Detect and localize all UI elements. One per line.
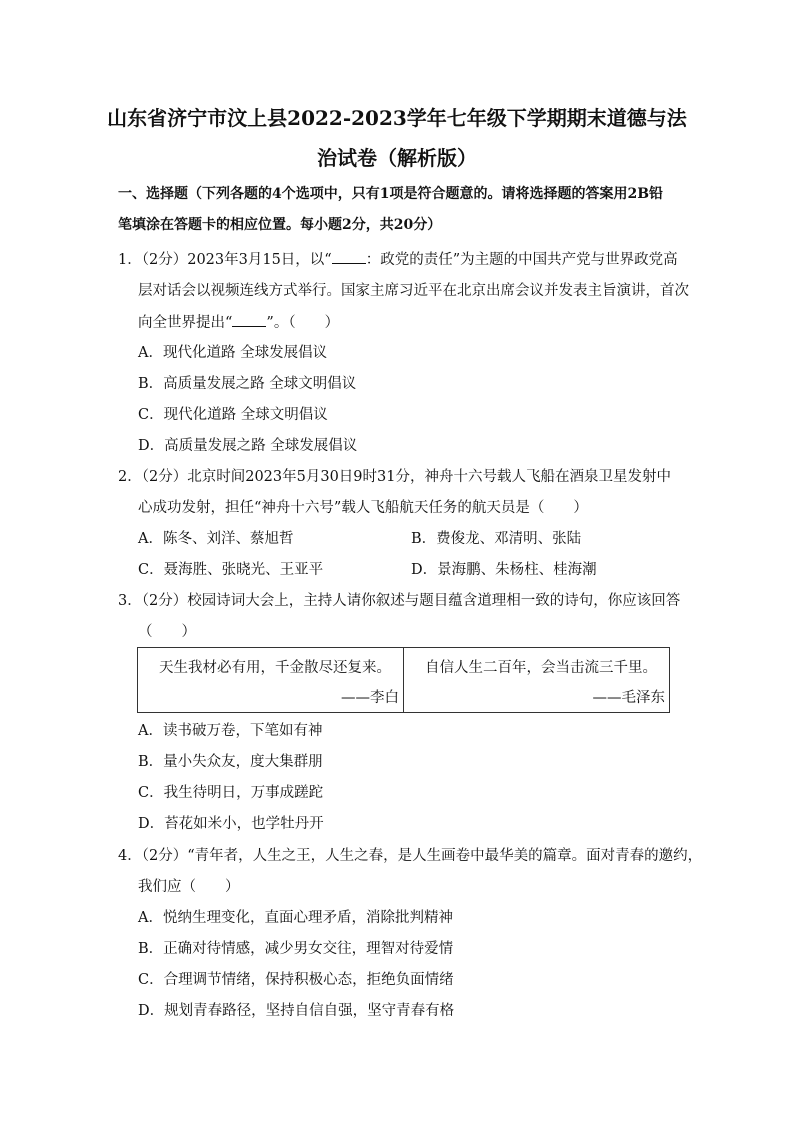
question-text-line: （ ） — [138, 624, 196, 640]
option-c[interactable]: C．聂海胜、张晓光、王亚平 — [138, 562, 324, 578]
poem-verse: 天生我材必有用，千金散尽还复来。 — [159, 660, 391, 676]
question-3 — [118, 591, 680, 611]
option-a[interactable]: A．现代化道路 全球发展倡议 — [138, 345, 328, 361]
poem-verse: 自信人生二百年，会当击流三千里。 — [425, 660, 657, 676]
question-text: 校园诗词大会上，主持人请你叙述与题目蕴含道理相一致的诗句，你应该回答 — [187, 593, 681, 609]
question-1 — [118, 249, 678, 270]
question-text: 北京时间2023年5月30日9时31分，神舟十六号载人飞船在酒泉卫星发射中 — [187, 469, 671, 485]
question-text-line: 我们应（ ） — [138, 879, 240, 895]
exam-title-line-2: 治试卷（解析版） — [317, 146, 477, 170]
option-b[interactable]: B．正确对待情感，减少男女交往，理智对待爱情 — [138, 941, 454, 957]
question-4 — [118, 846, 702, 866]
question-text: 向全世界提出“ — [138, 315, 233, 331]
question-score: （2分） — [141, 593, 188, 609]
question-score: （2分） — [141, 252, 188, 268]
question-number: 2． — [118, 469, 142, 485]
option-b[interactable]: B．费俊龙、邓清明、张陆 — [411, 531, 582, 547]
answer-blank — [232, 312, 266, 327]
question-text: ：政党的责任”为主题的中国共产党与世界政党高 — [365, 252, 678, 268]
option-a[interactable]: A．读书破万卷，下笔如有神 — [138, 723, 323, 739]
option-c[interactable]: C．合理调节情绪，保持积极心态，拒绝负面情绪 — [138, 972, 454, 988]
question-text-line — [138, 312, 339, 333]
poem-table — [137, 647, 670, 713]
section-heading-line-2: 笔填涂在答题卡的相应位置。每小题2分，共20分） — [118, 217, 442, 233]
question-number: 4． — [118, 848, 142, 864]
section-heading-line-1: 一、选择题（下列各题的4个选项中，只有1项是符合题意的。请将选择题的答案用2B铅 — [118, 186, 664, 202]
question-text-line: 层对话会以视频连线方式举行。国家主席习近平在北京出席会议并发表主旨演讲，首次 — [138, 283, 689, 299]
question-score: （2分） — [141, 469, 188, 485]
answer-blank — [332, 249, 366, 264]
question-text-line: 心成功发射，担任“神舟十六号”载人飞船航天任务的航天员是（ ） — [138, 500, 588, 516]
option-d[interactable]: D．高质量发展之路 全球发展倡议 — [138, 438, 358, 454]
option-a[interactable]: A．陈冬、刘洋、蔡旭哲 — [138, 531, 294, 547]
question-2 — [118, 467, 671, 487]
poem-author: ——李白 — [341, 690, 399, 706]
question-text: 2023年3月15日，以“ — [187, 252, 332, 268]
option-c[interactable]: C．现代化道路 全球文明倡议 — [138, 407, 328, 423]
question-number: 3． — [118, 593, 142, 609]
option-d[interactable]: D．苔花如米小，也学牡丹开 — [138, 816, 324, 832]
question-number: 1． — [118, 252, 142, 268]
exam-title-line-1: 山东省济宁市汶上县2022-2023学年七年级下学期期末道德与法 — [107, 106, 687, 130]
poem-cell-li-bai — [138, 648, 404, 712]
option-b[interactable]: B．高质量发展之路 全球文明倡议 — [138, 376, 357, 392]
section-heading — [118, 179, 678, 241]
option-c[interactable]: C．我生待明日，万事成蹉跎 — [138, 785, 324, 801]
option-d[interactable]: D．规划青春路径，坚持自信自强，坚守青春有格 — [138, 1003, 455, 1019]
option-d[interactable]: D．景海鹏、朱杨柱、桂海潮 — [411, 562, 597, 578]
option-b[interactable]: B．量小失众友，度大集群朋 — [138, 754, 323, 770]
question-score: （2分） — [141, 848, 188, 864]
option-a[interactable]: A．悦纳生理变化，直面心理矛盾，消除批判精神 — [138, 910, 453, 926]
poem-cell-mao-zedong — [404, 648, 669, 712]
question-text: ”。（ ） — [266, 315, 340, 331]
poem-author: ——毛泽东 — [592, 690, 665, 706]
question-text: “青年者，人生之王，人生之春，是人生画卷中最华美的篇章。面对青春的邀约， — [187, 848, 703, 864]
